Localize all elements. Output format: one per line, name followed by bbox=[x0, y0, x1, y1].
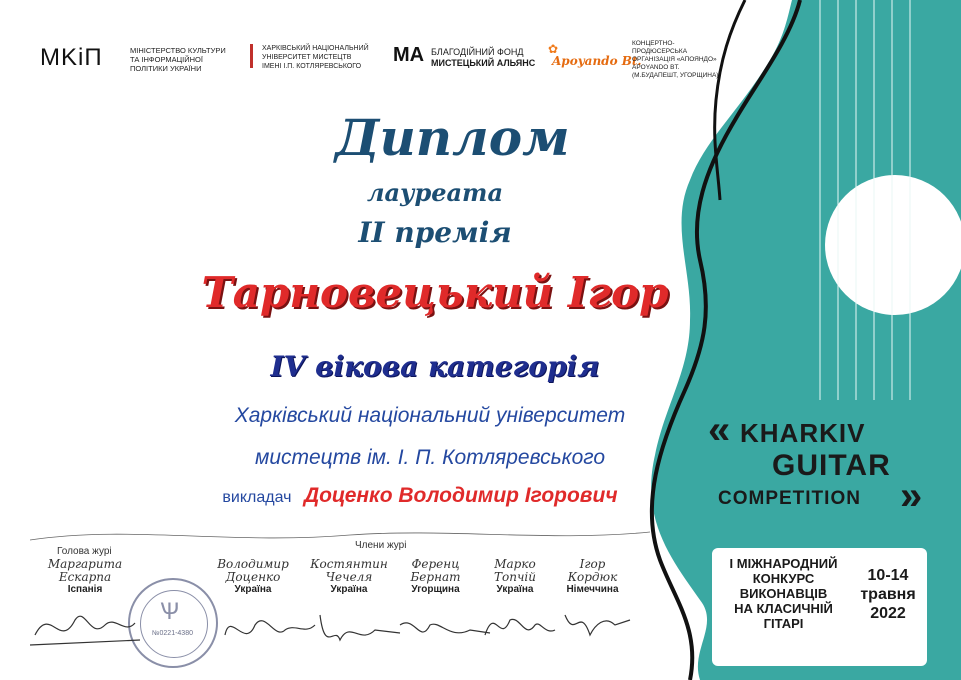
ministry-text-line: ТА ІНФОРМАЦІЙНОЇ bbox=[130, 55, 203, 64]
teacher-name: Доценко Володимир Ігорович bbox=[303, 484, 618, 507]
jury-member-2 bbox=[304, 558, 394, 595]
jury-members-label: Члени журі bbox=[355, 540, 407, 551]
dates-year: 2022 bbox=[870, 605, 906, 622]
quote-open-mark: « bbox=[708, 408, 732, 452]
teacher-line bbox=[120, 484, 720, 508]
jury-member-country: Німеччина bbox=[566, 584, 619, 595]
jury-head-country: Іспанія bbox=[67, 584, 103, 595]
info-line: ГІТАРІ bbox=[763, 616, 804, 631]
jury-member-name: Ференц bbox=[411, 557, 460, 571]
ministry-text-line: ПОЛІТИКИ УКРАЇНИ bbox=[130, 64, 202, 73]
jury-member-surname: Кордюк bbox=[567, 570, 618, 584]
jury-member-country: Україна bbox=[234, 584, 272, 595]
ministry-text-line: МІНІСТЕРСТВО КУЛЬТУРИ bbox=[130, 46, 226, 55]
ministry-logo bbox=[40, 44, 240, 76]
jury-member-surname: Бернат bbox=[410, 570, 461, 584]
apoyando-flower-icon: ✿ bbox=[548, 42, 559, 56]
teacher-label: викладач bbox=[222, 489, 292, 506]
university-text-line: ХАРКІВСЬКИЙ НАЦІОНАЛЬНИЙ bbox=[262, 45, 369, 52]
apoyando-text-line: ОРГАНІЗАЦІЯ «АПОЯНДО» bbox=[632, 56, 717, 63]
jury-member-name: Ігор bbox=[579, 557, 606, 571]
university-text-line: УНІВЕРСИТЕТ МИСТЕЦТВ bbox=[262, 54, 352, 61]
apoyando-mark: Apoyando Bt. bbox=[552, 54, 642, 68]
jury-member-4 bbox=[480, 558, 550, 595]
age-category: IV вікова категорія bbox=[270, 350, 600, 383]
competition-dates bbox=[852, 566, 924, 623]
info-line: ВИКОНАВЦІВ bbox=[739, 586, 828, 601]
flourish-line bbox=[30, 520, 650, 550]
diploma-title: Диплом bbox=[335, 108, 570, 167]
jury-member-country: Україна bbox=[496, 584, 534, 595]
dates-month: травня bbox=[860, 586, 916, 603]
jury-member-name: Марко bbox=[494, 557, 536, 571]
jury-head-label: Голова журі bbox=[57, 546, 112, 557]
info-line: КОНКУРС bbox=[752, 571, 815, 586]
university-text-line: ІМЕНІ І.П. КОТЛЯРЕВСЬКОГО bbox=[262, 63, 362, 70]
ministry-mark: MKiП bbox=[40, 44, 103, 71]
competition-info bbox=[712, 548, 927, 666]
stamp-number: №0221-4380 bbox=[152, 630, 193, 637]
competition-line-3: COMPETITION bbox=[718, 488, 861, 509]
competition-description bbox=[716, 556, 851, 631]
university-logo bbox=[250, 44, 390, 76]
diploma-subtitle: лауреата bbox=[366, 178, 504, 207]
fund-logo bbox=[393, 44, 553, 76]
jury-member-surname: Доценко bbox=[225, 570, 281, 584]
fund-mark: MA bbox=[393, 44, 425, 66]
jury-member-name: Костянтин bbox=[310, 557, 388, 571]
jury-head-surname: Ескарпа bbox=[58, 570, 112, 584]
jury-member-country: Угорщина bbox=[411, 584, 460, 595]
jury-member-surname: Топчій bbox=[494, 570, 536, 584]
quote-close-mark: » bbox=[900, 474, 924, 518]
jury-member-surname: Чечеля bbox=[325, 570, 373, 584]
fund-text-line: БЛАГОДІЙНИЙ ФОНД bbox=[431, 47, 524, 57]
jury-head-block bbox=[40, 558, 130, 595]
jury-signatures bbox=[30, 595, 640, 670]
institution-line-1: Харківський національний університет bbox=[234, 404, 626, 427]
apoyando-text-line: КОНЦЕРТНО-ПРОДЮСЕРСЬКА bbox=[632, 40, 688, 55]
jury-member-1 bbox=[208, 558, 298, 595]
jury-head-name: Маргарита bbox=[47, 557, 123, 571]
info-line: І МІЖНАРОДНИЙ bbox=[729, 556, 838, 571]
fund-text-line: МИСТЕЦЬКИЙ АЛЬЯНС bbox=[431, 58, 536, 68]
jury-member-country: Україна bbox=[330, 584, 368, 595]
trident-icon: Ѱ bbox=[160, 598, 180, 625]
laureate-name: Тарновецький Ігор bbox=[201, 268, 669, 317]
jury-member-3 bbox=[393, 558, 478, 595]
jury-member-name: Володимир bbox=[217, 557, 289, 571]
competition-logo bbox=[708, 408, 932, 526]
jury-member-5 bbox=[555, 558, 630, 595]
info-line: НА КЛАСИЧНІЙ bbox=[734, 601, 833, 616]
dates-days: 10-14 bbox=[867, 567, 909, 584]
apoyando-logo bbox=[548, 40, 728, 79]
competition-line-2: GUITAR bbox=[772, 449, 891, 482]
competition-line-1: KHARKIV bbox=[740, 418, 866, 448]
prize-label: ІІ премія bbox=[358, 216, 512, 249]
sound-hole bbox=[825, 175, 961, 315]
apoyando-text-line: APOYANDO BT. bbox=[632, 64, 680, 71]
apoyando-text-line: (М.БУДАПЕШТ, УГОРЩИНА) bbox=[632, 72, 719, 79]
institution-line-2: мистецтв ім. І. П. Котляревського bbox=[254, 446, 606, 469]
